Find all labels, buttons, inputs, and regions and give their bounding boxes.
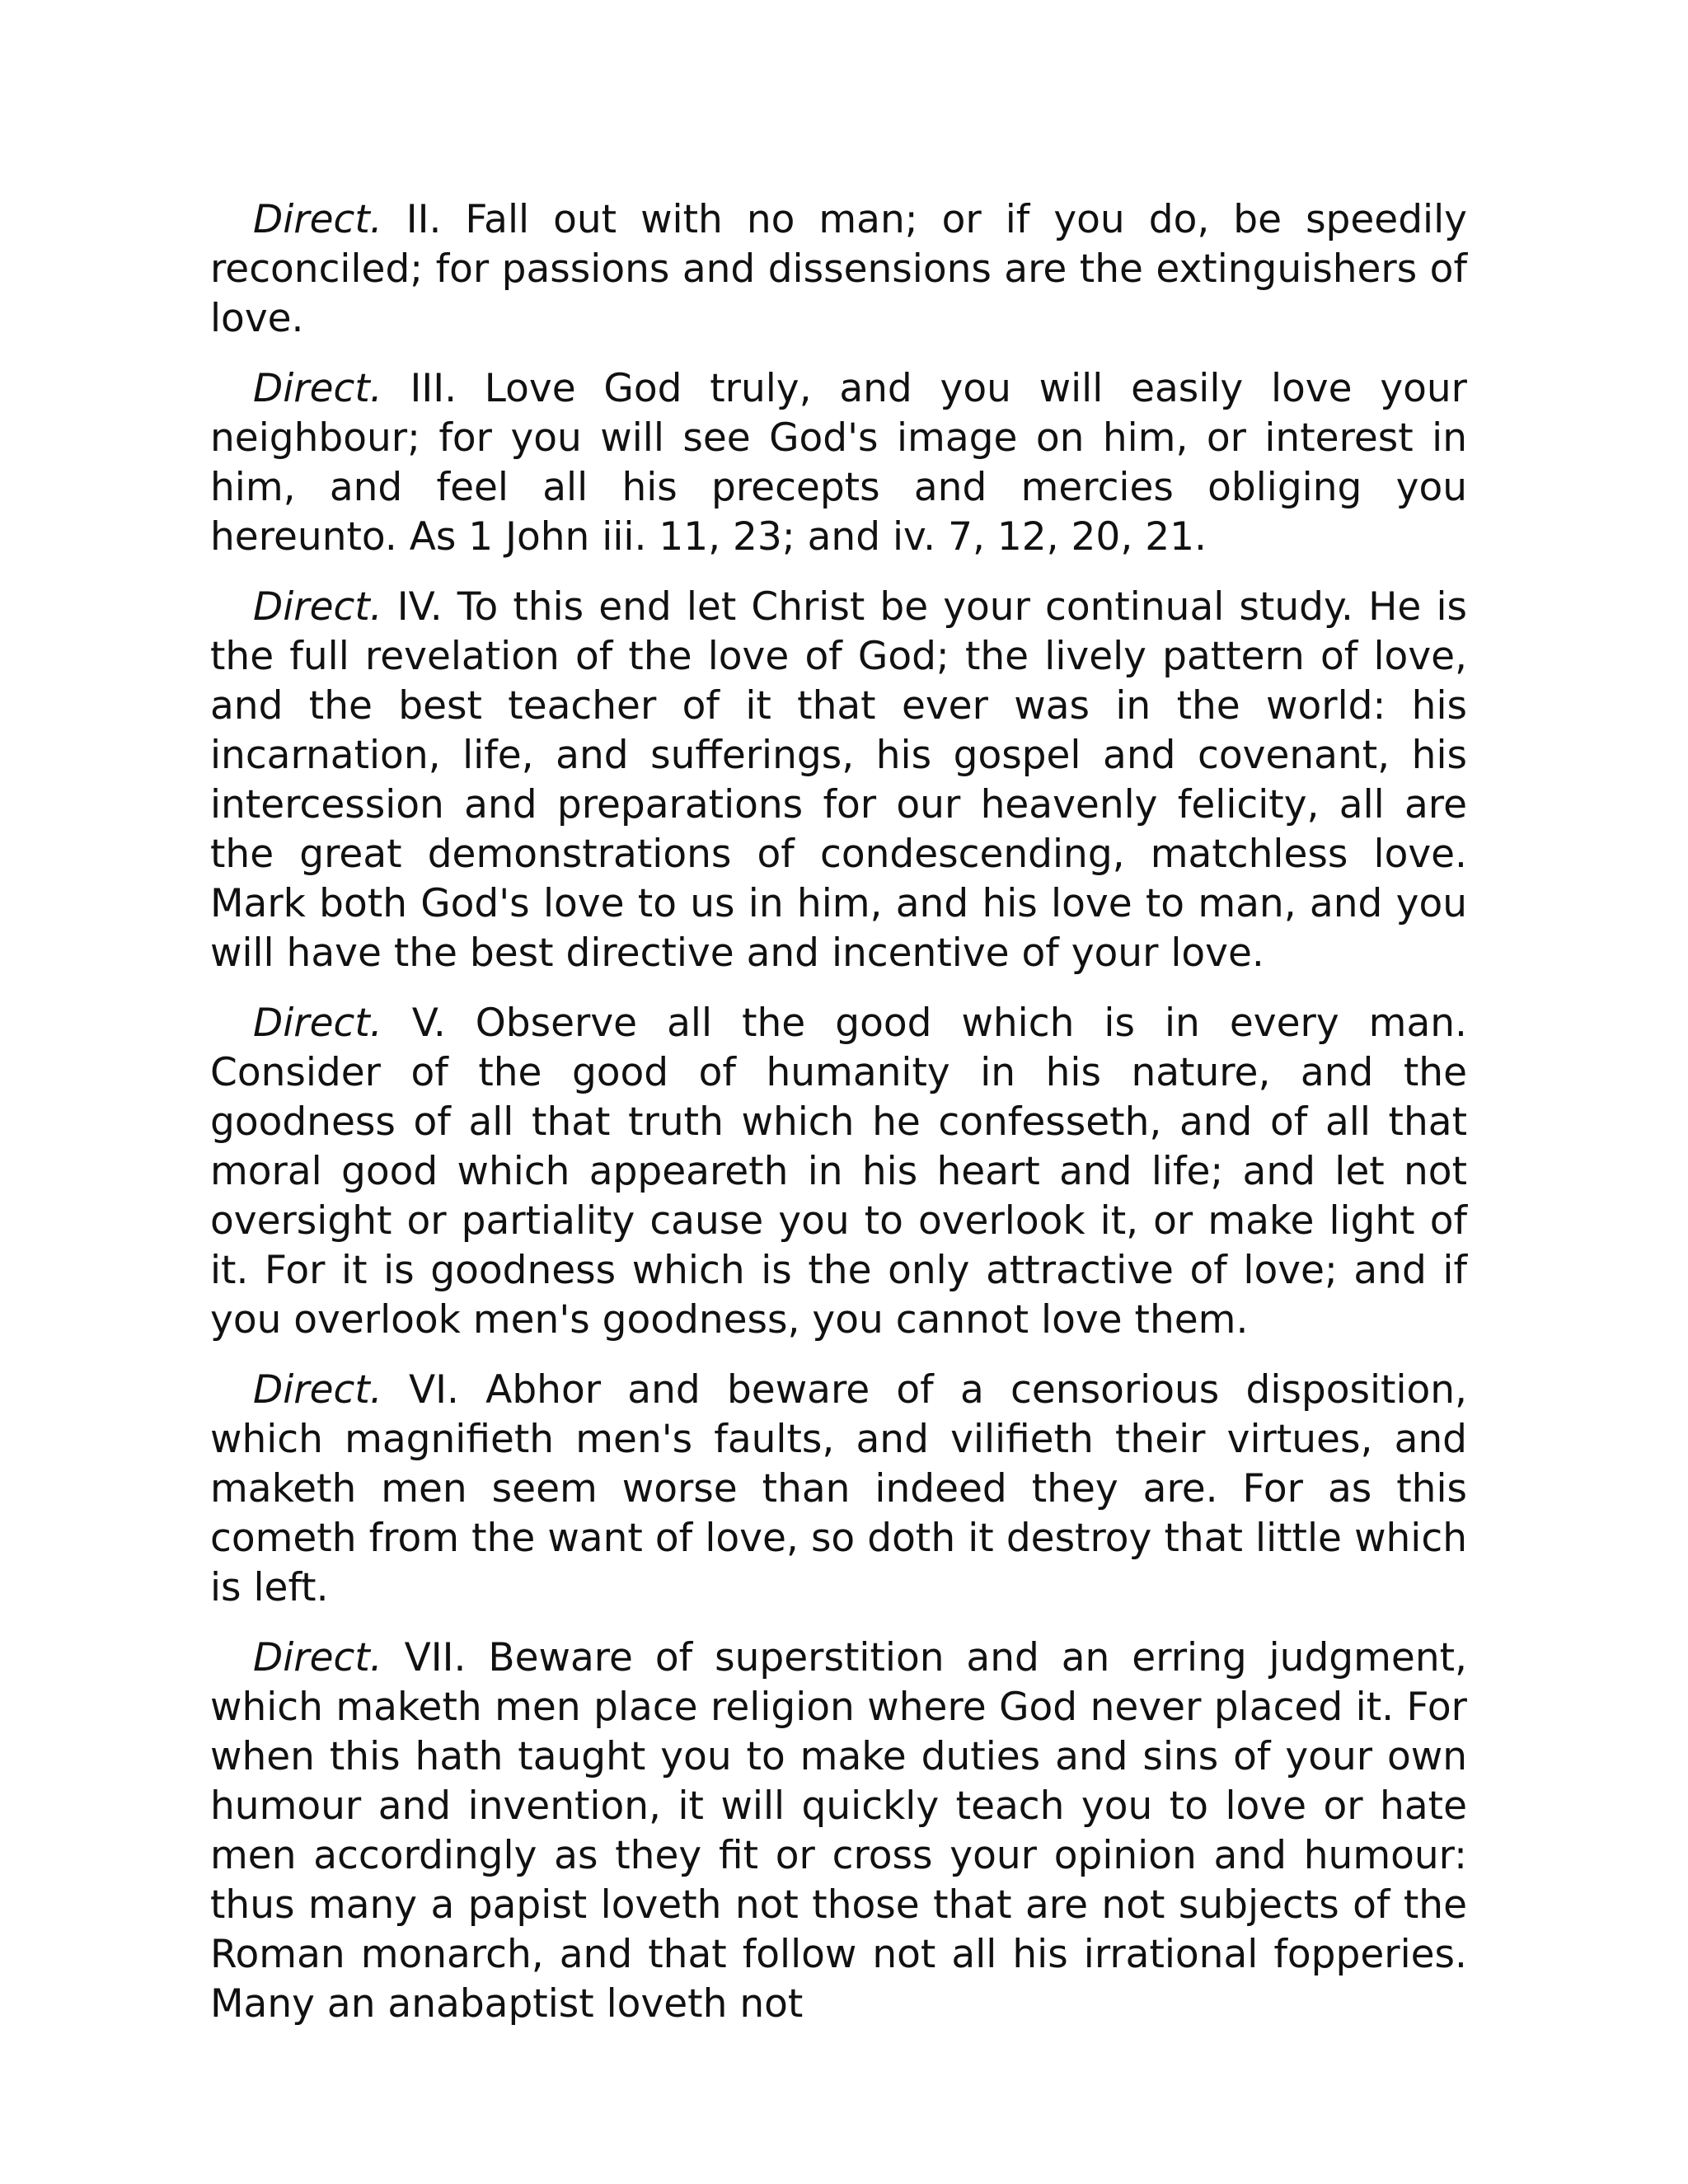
direction-label: Direct. — [253, 584, 382, 630]
paragraph-text: III. Love God truly, and you will easily love your neighbour; for you will see God's image on him, or interest in him, and feel all his precepts and mercies obliging you hereunto. As 1 John iii. 11, 23; and iv. 7, 12, 20, 21. — [210, 366, 1467, 560]
direction-label: Direct. — [253, 1367, 382, 1413]
paragraph-direction-6 — [210, 1366, 1467, 1613]
paragraph-direction-5 — [210, 999, 1467, 1345]
direction-label: Direct. — [253, 1635, 382, 1680]
paragraph-direction-4 — [210, 583, 1467, 978]
paragraph-direction-2 — [210, 195, 1467, 344]
direction-label: Direct. — [253, 1001, 382, 1046]
paragraph-direction-3 — [210, 364, 1467, 562]
direction-label: Direct. — [253, 366, 382, 411]
paragraph-text: VI. Abhor and beware of a censorious disposition, which magnifieth men's faults, and vilifieth their virtues, and maketh men seem worse than indeed they are. For as this cometh from the want of love, so doth it destroy that little which is left. — [210, 1367, 1467, 1610]
paragraph-text: IV. To this end let Christ be your continual study. He is the full revelation of the love of God; the lively pattern of love, and the best teacher of it that ever was in the world: his incarnation, life, and sufferings, his gospel and covenant, his intercession and preparations for our heavenly felicity, all are the great demonstrations of condescending, matchless love. Mark both God's love to us in him, and his love to man, and you will have the best directive and incentive of your love. — [210, 584, 1467, 976]
direction-label: Direct. — [253, 197, 382, 242]
paragraph-direction-7 — [210, 1633, 1467, 2029]
document-body — [210, 195, 1467, 2050]
paragraph-text: VII. Beware of superstition and an erring judgment, which maketh men place religion where God never placed it. For when this hath taught you to make duties and sins of your own humour and invention, it will quickly teach you to love or hate men accordingly as they fit or cross your opinion and humour: thus many a papist loveth not those that are not subjects of the Roman monarch, and that follow not all his irrational fopperies. Many an anabaptist loveth not — [210, 1635, 1467, 2027]
paragraph-text: V. Observe all the good which is in every man. Consider of the good of humanity in his nature, and the goodness of all that truth which he confesseth, and of all that moral good which appeareth in his heart and life; and let not oversight or partiality cause you to overlook it, or make light of it. For it is goodness which is the only attractive of love; and if you overlook men's goodness, you cannot love them. — [210, 1001, 1467, 1343]
paragraph-text: II. Fall out with no man; or if you do, be speedily reconciled; for passions and dissensions are the extinguishers of love. — [210, 197, 1467, 341]
